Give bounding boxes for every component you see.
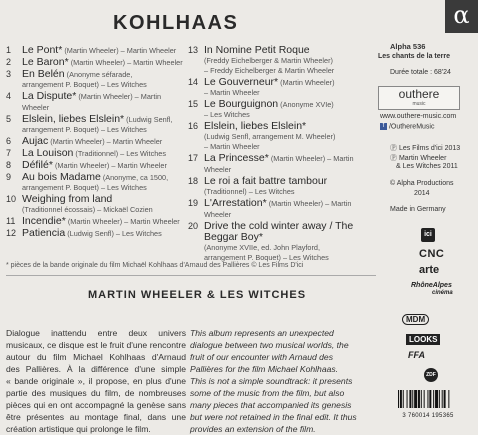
text-line: être présentes au montage final, dans une [6, 412, 186, 422]
track-text [204, 198, 380, 220]
track-credit-line: arrangement P. Boquet) – Les Witches [22, 80, 147, 89]
track-credit: (Martin Wheeler) – Martin Wheeler [204, 199, 352, 219]
track-credit: (Martin Wheeler) [278, 78, 335, 87]
track-title: Drive the cold winter away / The Beggar Boy* [204, 220, 354, 243]
track-title: In Nomine Petit Roque [204, 44, 310, 56]
track-credit: (Martin Wheeler) – Martin Wheeler [68, 58, 183, 67]
track-text [22, 45, 184, 56]
track-credit: (Martin Wheeler) – Martin Wheeler [52, 161, 167, 170]
barcode-bar [444, 390, 446, 408]
text-line: des Pallières. À la différence d'une simple [6, 364, 186, 374]
track-number: 8 [6, 160, 12, 170]
alpha-logo: α [445, 0, 478, 33]
barcode-bar [418, 390, 420, 408]
barcode-bar [448, 390, 449, 408]
barcode-number: 3 760014 195365 [402, 413, 454, 419]
track-row [188, 176, 380, 197]
track-row [6, 45, 184, 56]
text-line: This is not a simple soundtrack: it presents [190, 376, 353, 386]
track-title: Patiencia [22, 227, 66, 239]
barcode-bar [403, 390, 404, 408]
track-number: 11 [6, 216, 16, 226]
album-title: KOHLHAAS [113, 12, 239, 34]
track-text [22, 172, 184, 193]
text-line: musicaux, ce disque est le fruit d'une rencontre [6, 340, 186, 350]
track-credit-line: – Les Witches [204, 110, 250, 119]
track-row [6, 91, 184, 113]
track-row [6, 69, 184, 90]
track-number: 13 [188, 45, 199, 55]
text-line: Pallières for the film Michael Kohlhaas. [190, 364, 339, 374]
zdf-logo: ZDF [424, 368, 438, 382]
facebook-row[interactable] [380, 123, 434, 130]
text-line: autour du film Michael Kohlhaas d'Arnaud [6, 352, 186, 362]
barcode-bar [442, 390, 443, 408]
track-row [188, 121, 380, 152]
ffa-logo: FFA [408, 350, 425, 360]
track-text [204, 77, 380, 98]
track-title: La Dispute* [22, 90, 77, 102]
track-text [22, 69, 184, 90]
production-line-1: © Alpha Productions [390, 180, 454, 187]
track-number: 1 [6, 45, 12, 55]
track-title: Le Gouverneur* [204, 76, 279, 88]
website-link[interactable]: www.outhere-music.com [380, 113, 457, 120]
track-number: 14 [188, 77, 199, 87]
track-row [6, 114, 184, 135]
outhere-logo [378, 86, 460, 110]
barcode-bar [421, 390, 422, 408]
track-number: 18 [188, 176, 199, 186]
track-credit-line: (Traditionnel écossais) – Mickaël Cozien [22, 205, 153, 214]
divider [6, 275, 376, 276]
track-row [6, 136, 184, 147]
track-credit-line: – Freddy Eichelberger & Martin Wheeler [204, 66, 335, 75]
track-credit: (Martin Wheeler) – Martin Wheeler [48, 137, 163, 146]
track-text [22, 114, 184, 135]
track-text [204, 176, 380, 197]
track-row [6, 148, 184, 159]
text-line: partie des musiques du film, de nombreuses [6, 388, 186, 398]
barcode-bar [398, 390, 399, 408]
track-title: Au bois Madame [22, 171, 101, 183]
track-text [22, 136, 184, 147]
copyright-line-1: Ⓟ Les Films d'ici 2013 [390, 145, 461, 152]
album-subtitle: Les chants de la terre [378, 53, 450, 60]
track-title: En Belén [22, 68, 65, 80]
track-credit: (Traditionnel) – Les Witches [73, 149, 166, 158]
cinema-logo: cinéma [432, 290, 453, 296]
track-title: Le Baron* [22, 56, 69, 68]
copyright-line-3: & Les Witches 2011 [396, 163, 458, 170]
track-credit-line: (Freddy Eichelberger & Martin Wheeler) [204, 56, 333, 65]
track-row [6, 194, 184, 215]
track-credit-line: arrangement P. Boquet) – Les Witches [22, 183, 147, 192]
track-number: 6 [6, 136, 12, 146]
track-title: Le Bourguignon [204, 98, 279, 110]
outhere-logo-text: outhere [398, 87, 440, 101]
track-credit-line: (Anonyme XVIIe, ed. John Playford, [204, 243, 321, 252]
artist-name: MARTIN WHEELER & LES WITCHES [88, 289, 307, 301]
track-credit-line: – Martin Wheeler [204, 88, 260, 97]
track-row [188, 198, 380, 220]
barcode-bar [407, 390, 408, 408]
barcode-bar [439, 390, 440, 408]
tracklist-left [6, 45, 184, 240]
text-line: création artistique qui prolonge le film. [6, 424, 151, 434]
facebook-handle: /OuthereMusic [388, 123, 435, 131]
barcode-bars [396, 390, 460, 408]
track-credit: (Anonyme, ca 1500, [100, 173, 169, 182]
track-text [204, 45, 380, 76]
track-row [188, 45, 380, 76]
outhere-logo-sub: music [412, 101, 426, 107]
track-title: Le Pont* [22, 44, 63, 56]
track-credit: (Ludwig Senfl, [124, 115, 173, 124]
track-number: 19 [188, 198, 199, 208]
text-line: provides an extension of the film. [190, 424, 316, 434]
track-row [6, 228, 184, 239]
track-number: 3 [6, 69, 12, 79]
track-title: La Princesse* [204, 152, 269, 164]
track-credit: (Martin Wheeler) – Martin Wheeler [65, 217, 180, 226]
track-number: 2 [6, 57, 12, 67]
track-credit-line: (Traditionnel) – Les Witches [204, 187, 295, 196]
track-text [22, 148, 184, 159]
track-title: Elslein, liebes Elslein* [22, 113, 125, 125]
barcode-bar [429, 390, 431, 408]
track-row [6, 172, 184, 193]
barcode-bar [433, 390, 434, 408]
track-credit: (Martin Wheeler) – Martin Wheeler [22, 92, 162, 112]
text-line: but were not retained in the final edit. It thus [190, 412, 357, 422]
track-credit-line: (Ludwig Senfl, arrangement M. Wheeler) [204, 132, 336, 141]
track-number: 10 [6, 194, 17, 204]
track-credit-line: arrangement P. Boquet) – Les Witches [204, 253, 329, 262]
text-line: Dialogue inattendu entre deux univers [6, 328, 186, 338]
barcode-bar [412, 390, 413, 408]
made-in: Made in Germany [390, 206, 446, 213]
track-credit-line: arrangement P. Boquet) – Les Witches [22, 125, 147, 134]
track-title: Le roi a fait battre tambour [204, 175, 328, 187]
text-line: « bande originale », il propose, en plus d'une [6, 376, 186, 386]
track-title: Aujac [22, 135, 49, 147]
track-credit: (Anonyme XVIe) [278, 100, 334, 109]
cnc-logo: CNC [419, 248, 445, 260]
production-line-2: 2014 [414, 190, 430, 197]
catalog-number: Alpha 536 [390, 42, 426, 51]
footnote: * pièces de la bande originale du film Michaël Kohlhaas d'Arnaud des Pallières © Les Films D'ici [6, 262, 304, 269]
track-credit-line: – Martin Wheeler [204, 142, 260, 151]
track-row [188, 221, 380, 263]
text-line: dialogue between two musical worlds, the [190, 340, 349, 350]
track-text [204, 153, 380, 175]
text-line: fruit of our encounter with Arnaud des [190, 352, 333, 362]
track-row [6, 216, 184, 227]
rhone-alpes-logo: RhôneAlpes [411, 282, 452, 289]
track-text [22, 228, 184, 239]
track-row [188, 153, 380, 175]
total-duration: Durée totale : 68'24 [390, 69, 451, 76]
text-line: This album represents an unexpected [190, 328, 334, 338]
facebook-icon: f [380, 123, 387, 130]
track-row [188, 99, 380, 120]
text-line: many pieces that accompanied its genesis [190, 400, 352, 410]
track-row [6, 57, 184, 68]
track-number: 17 [188, 153, 199, 163]
track-credit: (Martin Wheeler) – Martin Wheeler [62, 46, 177, 55]
barcode-bar [409, 390, 411, 408]
track-number: 12 [6, 228, 17, 238]
text-french [6, 327, 186, 435]
track-credit: (Ludwig Senfl) – Les Witches [65, 229, 162, 238]
arte-logo: arte [419, 264, 440, 276]
track-text [22, 194, 184, 215]
barcode-bar [424, 390, 425, 408]
text-line: pièces qui en ont accompagné la genèse sans [6, 400, 186, 410]
track-text [204, 221, 380, 263]
films-dici-logo: ici [421, 228, 435, 242]
track-row [188, 77, 380, 98]
barcode [396, 390, 460, 419]
track-title: Weighing from land [22, 193, 113, 205]
track-title: La Louison [22, 147, 74, 159]
track-number: 9 [6, 172, 12, 182]
track-text [204, 121, 380, 152]
barcode-bar [414, 390, 417, 408]
track-text [22, 160, 184, 171]
mdm-logo: MDM [402, 314, 429, 325]
looks-logo: LOOKS [406, 334, 440, 345]
track-credit: (Martin Wheeler) – Martin Wheeler [204, 154, 354, 174]
track-number: 15 [188, 99, 199, 109]
track-title: Incendie* [22, 215, 66, 227]
copyright-line-2: Ⓟ Martin Wheeler [390, 155, 447, 162]
track-title: Défilé* [22, 159, 53, 171]
track-row [6, 160, 184, 171]
track-text [22, 57, 184, 68]
track-number: 4 [6, 91, 12, 101]
track-number: 20 [188, 221, 199, 231]
track-number: 5 [6, 114, 12, 124]
text-english [190, 327, 376, 435]
track-title: L'Arrestation* [204, 197, 267, 209]
text-line: some of the music from the film, but also [190, 388, 345, 398]
tracklist-right [188, 45, 380, 264]
barcode-bar [435, 390, 438, 408]
track-text [22, 216, 184, 227]
track-number: 16 [188, 121, 199, 131]
track-title: Elslein, liebes Elslein* [204, 120, 307, 132]
track-number: 7 [6, 148, 12, 158]
track-text [204, 99, 380, 120]
barcode-bar [427, 390, 428, 408]
track-credit: (Anonyme séfarade, [64, 70, 133, 79]
barcode-bar [400, 390, 402, 408]
track-text [22, 91, 184, 113]
